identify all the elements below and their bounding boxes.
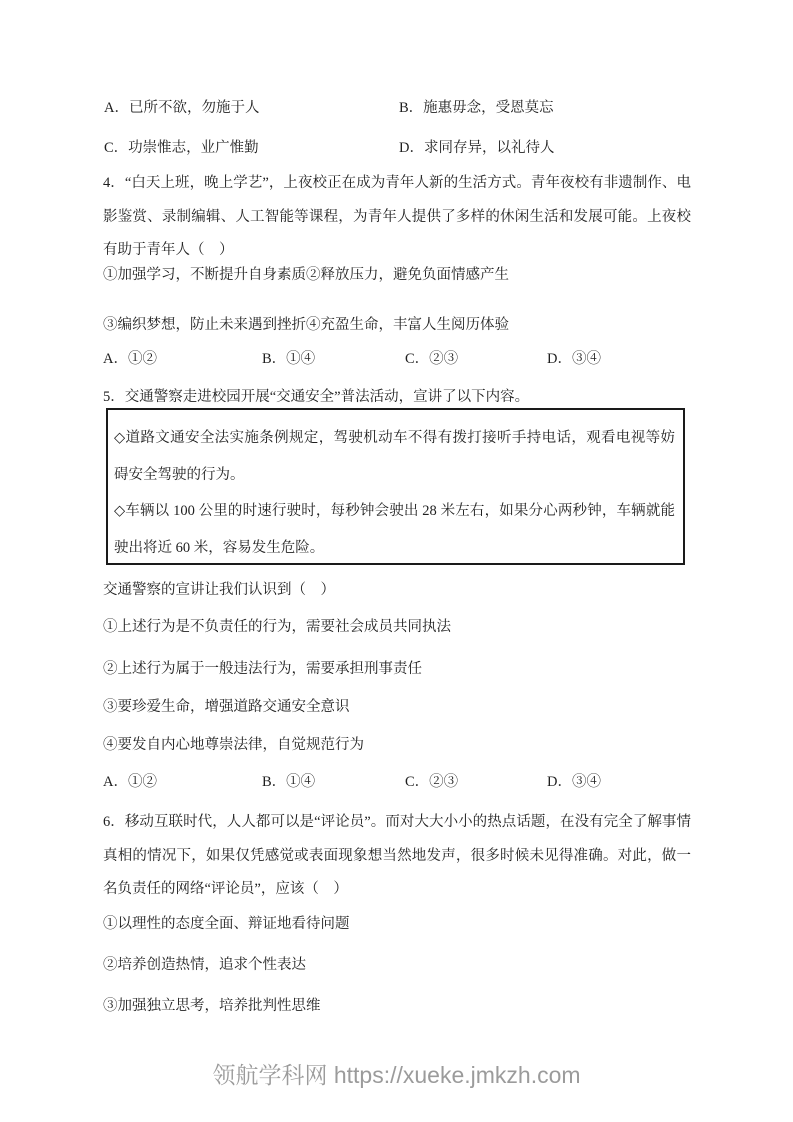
prev-option-a: A．已所不欲，勿施于人 [104, 100, 260, 116]
question-5-item-1: ①上述行为是不负责任的行为，需要社会成员共同执法 [103, 619, 451, 635]
question-5-option-c: C．②③ [405, 774, 459, 790]
question-5-option-d: D．③④ [547, 774, 601, 790]
question-4-option-a: A．①② [103, 351, 157, 367]
question-6-item-3: ③加强独立思考，培养批判性思维 [103, 998, 321, 1014]
question-4-items-line2: ③编织梦想，防止未来遇到挫折④充盈生命，丰富人生阅历体验 [103, 317, 509, 333]
material-paragraph-2: ◇车辆以 100 公里的时速行驶时，每秒钟会驶出 28 米左右，如果分心两秒钟，车辆就能驶出将近 60 米，容易发生危险。 [114, 503, 675, 556]
question-4-option-c: C．②③ [405, 351, 459, 367]
question-5-lead: 交通警察的宣讲让我们认识到（ ） [103, 582, 335, 598]
question-4-items-line1: ①加强学习，不断提升自身素质②释放压力，避免负面情感产生 [103, 267, 509, 283]
question-5-stem: 5．交通警察走进校园开展“交通安全”普法活动，宣讲了以下内容。 [103, 389, 530, 405]
question-5-item-3: ③要珍爱生命，增强道路交通安全意识 [103, 699, 350, 715]
prev-option-c: C．功崇惟志，业广惟勤 [104, 140, 259, 156]
site-watermark: 领航学科网 https://xueke.jmkzh.com [212, 1062, 581, 1088]
question-4-stem: 4．“白天上班，晚上学艺”，上夜校正在成为青年人新的生活方式。青年夜校有非遗制作、电影鉴赏、录制编辑、人工智能等课程，为青年人提供了多样的休闲生活和发展可能。上夜校有助于青年人（ ） [103, 175, 691, 258]
question-4-option-b: B．①④ [262, 351, 316, 367]
question-6-item-1: ①以理性的态度全面、辩证地看待问题 [103, 916, 350, 932]
question-6-item-2: ②培养创造热情，追求个性表达 [103, 957, 306, 973]
prev-option-d: D．求同存异，以礼待人 [399, 140, 555, 156]
question-5-material-box [106, 408, 685, 565]
question-6-stem: 6．移动互联时代，人人都可以是“评论员”。而对大大小小的热点话题，在没有完全了解事情真相的情况下，如果仅凭感觉或表面现象想当然地发声，很多时候未见得准确。对此，做一名负责任的网络“评论员”，应该（ ） [103, 814, 691, 897]
question-5-option-b: B．①④ [262, 774, 316, 790]
question-5-item-2: ②上述行为属于一般违法行为，需要承担刑事责任 [103, 661, 422, 677]
prev-option-b: B．施惠毋念，受恩莫忘 [399, 100, 554, 116]
question-5-item-4: ④要发自内心地尊崇法律，自觉规范行为 [103, 737, 364, 753]
material-paragraph-1: ◇道路文通安全法实施条例规定，驾驶机动车不得有拨打接听手持电话，观看电视等妨碍安全驾驶的行为。 [114, 430, 675, 483]
question-4-option-d: D．③④ [547, 351, 601, 367]
question-5-option-a: A．①② [103, 774, 157, 790]
